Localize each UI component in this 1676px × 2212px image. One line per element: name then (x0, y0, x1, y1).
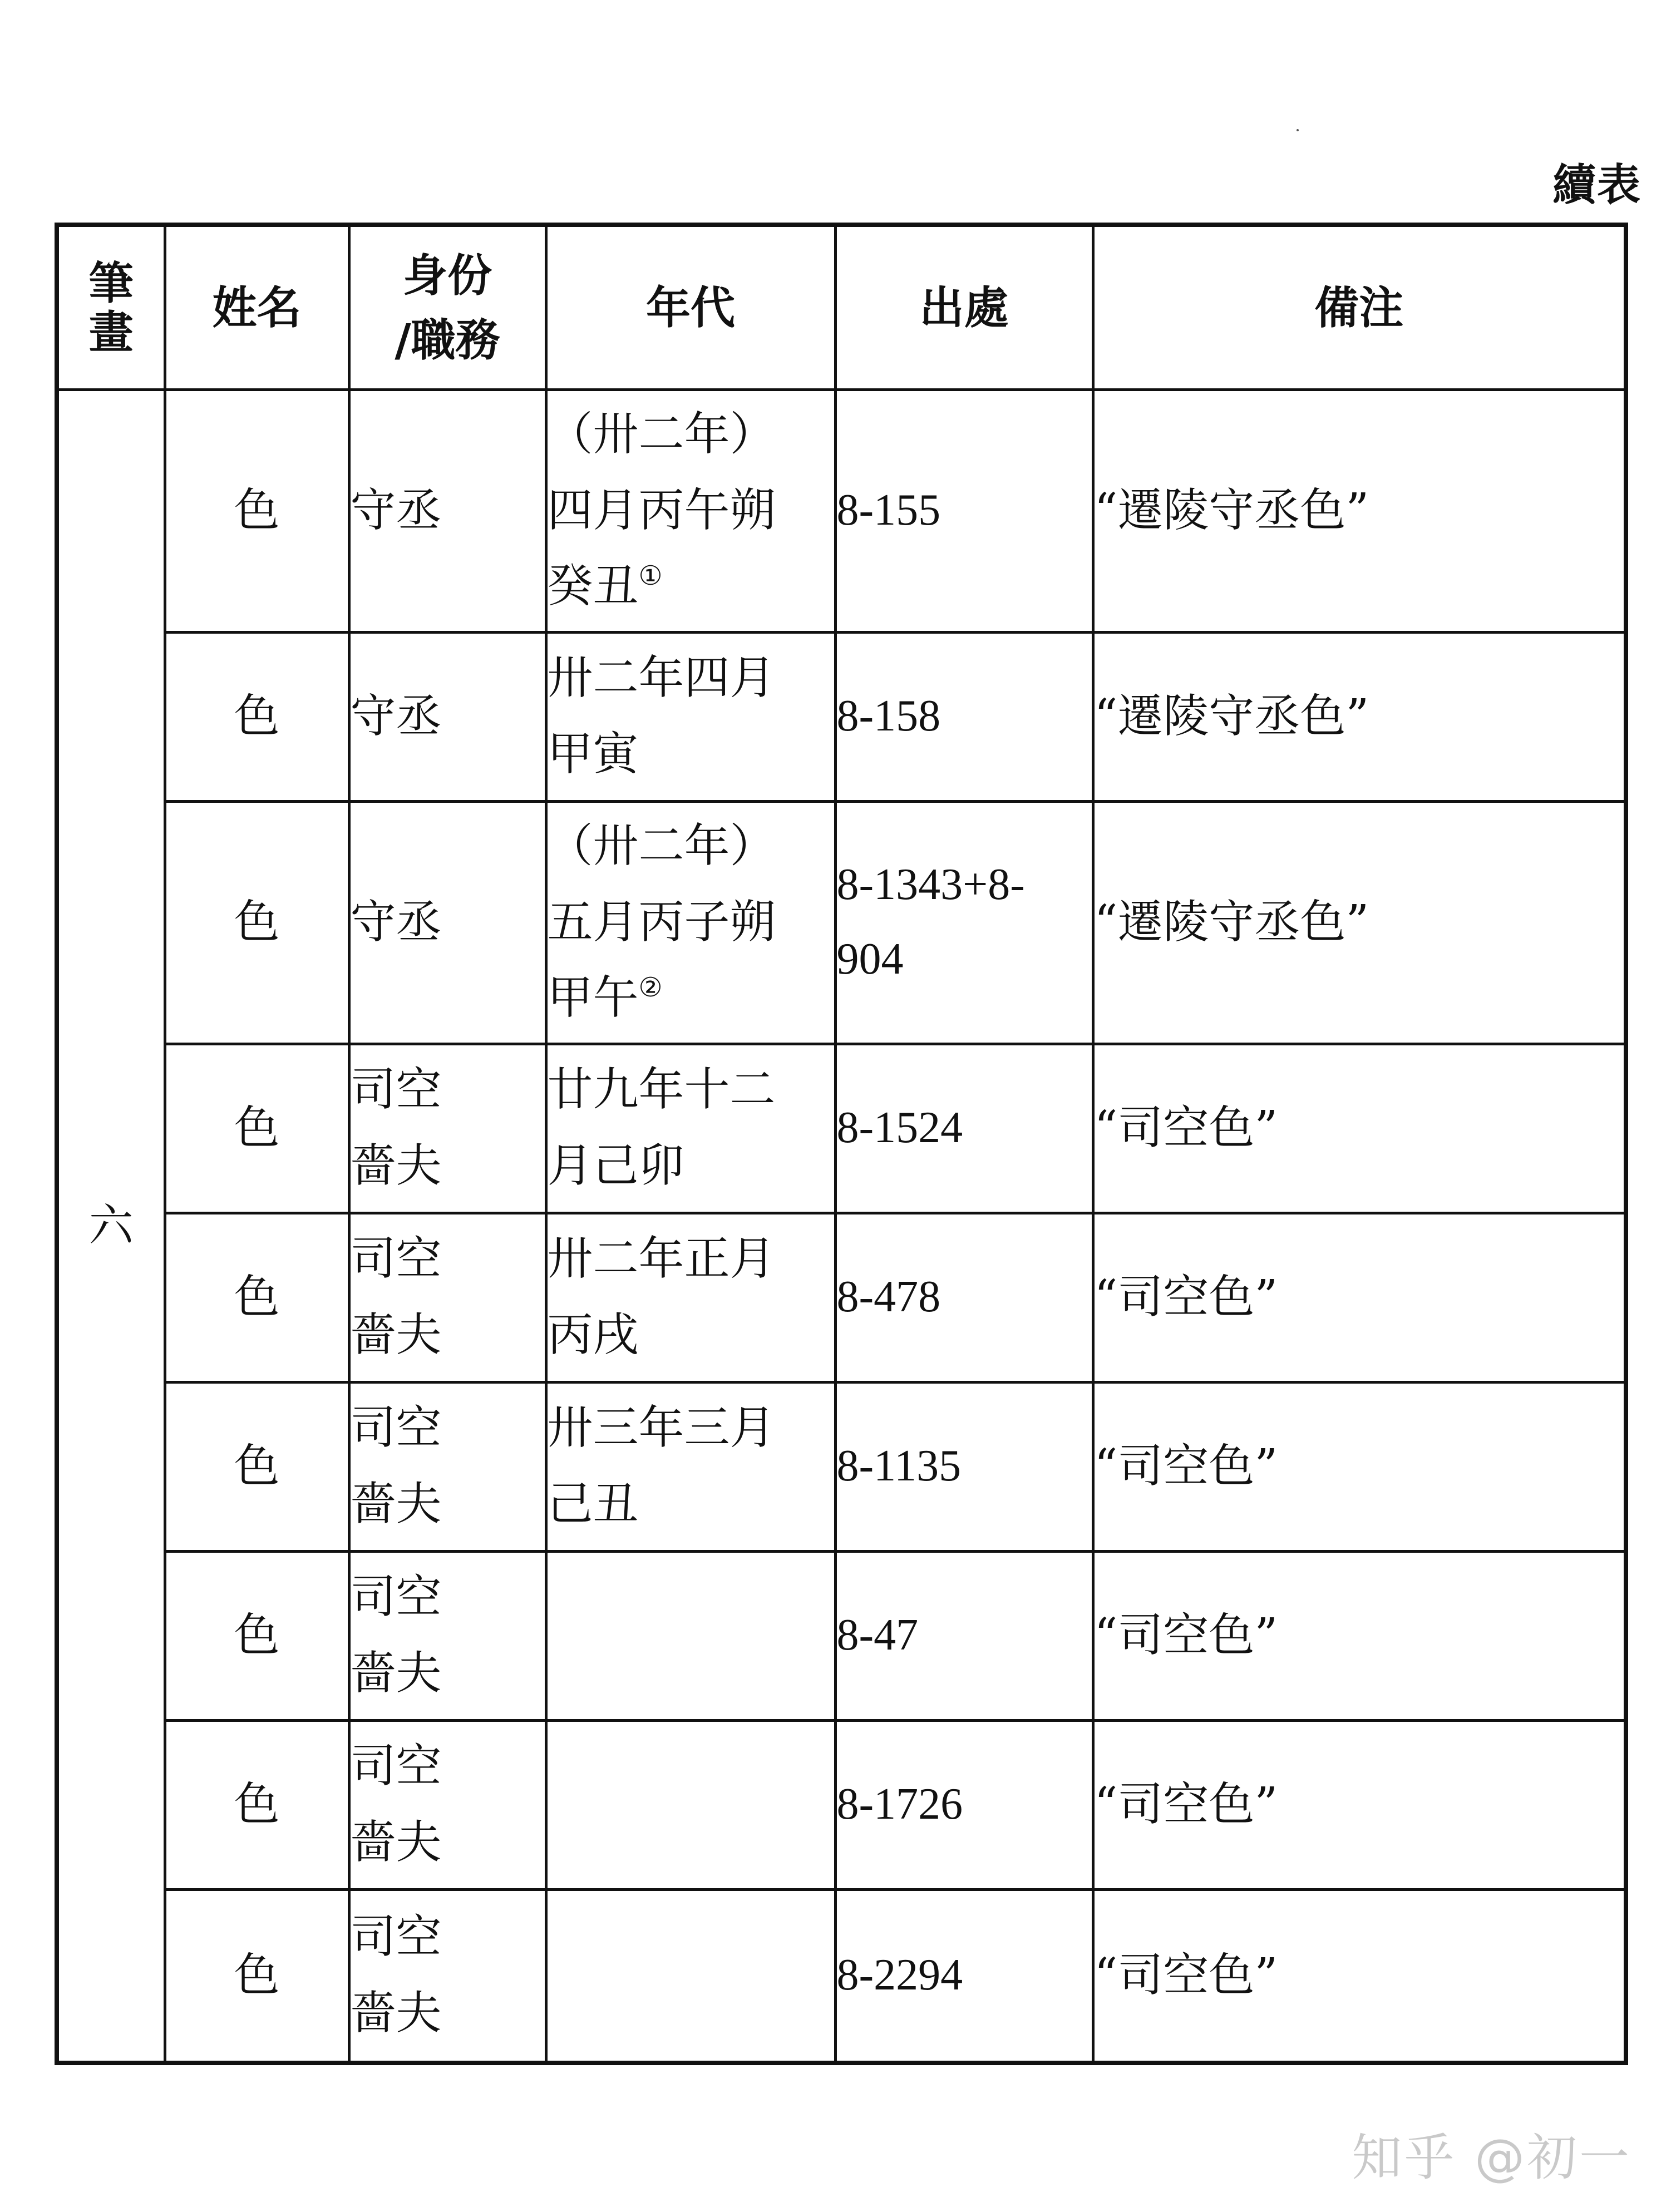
date-cell (546, 1720, 835, 1889)
source-cell (835, 1551, 1093, 1720)
source-line: 8-478 (836, 1272, 941, 1322)
table-row (57, 1213, 1626, 1382)
date-line: 己丑 (547, 1478, 639, 1530)
role-line: 司空 (350, 1063, 442, 1117)
header-name: 姓名 (165, 225, 349, 389)
source-line: 8-1524 (836, 1103, 963, 1153)
header-role-line2: /職務 (395, 313, 500, 366)
source-cell (835, 1044, 1093, 1213)
date-cell (546, 632, 835, 801)
date-line: 卅二年正月 (547, 1232, 776, 1286)
name-cell: 色 (165, 389, 349, 632)
header-stroke-line1: 筆 (88, 256, 134, 309)
role-line: 嗇夫 (350, 1309, 442, 1361)
date-line: 癸丑 (547, 560, 639, 613)
date-cell (546, 389, 835, 632)
date-line: 月己卯 (547, 1139, 684, 1192)
name-cell: 色 (165, 1213, 349, 1382)
role-line: 嗇夫 (350, 1987, 442, 2040)
source-line: 8-47 (836, 1611, 919, 1660)
table-row (57, 1044, 1626, 1213)
remark-cell: “司空色” (1093, 1044, 1626, 1213)
table-row (57, 389, 1626, 632)
name-cell: 色 (165, 1720, 349, 1889)
stroke-count-cell: 六 (57, 389, 165, 2063)
date-line: 丙戌 (547, 1309, 639, 1361)
source-line: 8-155 (836, 486, 941, 535)
name-cell: 色 (165, 632, 349, 801)
source-cell (835, 389, 1093, 632)
footnote-marker: ① (638, 560, 663, 592)
source-line: 8-2294 (836, 1951, 963, 2000)
role-cell (349, 1889, 546, 2063)
role-line: 司空 (350, 1740, 442, 1793)
remark-cell: “司空色” (1093, 1720, 1626, 1889)
source-cell (835, 1720, 1093, 1889)
table-row (57, 1889, 1626, 2063)
table-body (57, 389, 1626, 2063)
date-line: 卅二年四月 (547, 651, 776, 705)
role-cell (349, 1720, 546, 1889)
date-line: （卅二年） (547, 819, 776, 872)
role-line: 司空 (350, 1232, 442, 1286)
date-cell (546, 1213, 835, 1382)
role-line: 嗇夫 (350, 1478, 442, 1530)
date-cell (546, 1382, 835, 1551)
table-row (57, 1720, 1626, 1889)
source-line: 904 (836, 935, 904, 984)
role-line: 守丞 (350, 895, 442, 949)
source-cell (835, 632, 1093, 801)
role-line: 嗇夫 (350, 1816, 442, 1869)
table-row (57, 801, 1626, 1044)
date-cell (546, 1044, 835, 1213)
role-line: 守丞 (350, 689, 442, 743)
role-cell (349, 801, 546, 1044)
header-role (349, 225, 546, 389)
role-line: 守丞 (350, 483, 442, 537)
date-line: 卅三年三月 (547, 1401, 776, 1455)
role-line: 嗇夫 (350, 1139, 442, 1192)
remark-cell: “司空色” (1093, 1213, 1626, 1382)
source-cell (835, 801, 1093, 1044)
source-cell (835, 1213, 1093, 1382)
date-line: 廿九年十二 (547, 1063, 776, 1117)
header-remark: 備注 (1093, 225, 1626, 389)
role-cell (349, 1551, 546, 1720)
name-cell: 色 (165, 1889, 349, 2063)
footnote-marker: ② (638, 972, 663, 1004)
table-row (57, 632, 1626, 801)
role-cell (349, 389, 546, 632)
role-line: 司空 (350, 1401, 442, 1455)
header-date: 年代 (546, 225, 835, 389)
watermark: 知乎 @初一 (1352, 2129, 1631, 2187)
header-stroke (57, 225, 165, 389)
role-cell (349, 1213, 546, 1382)
header-role-line1: 身份 (403, 249, 492, 302)
date-cell (546, 1889, 835, 2063)
source-line: 8-1726 (836, 1780, 963, 1829)
records-table (55, 223, 1628, 2065)
name-cell: 色 (165, 1551, 349, 1720)
header-stroke-line2: 畫 (88, 305, 134, 358)
name-cell: 色 (165, 1382, 349, 1551)
table-row (57, 1382, 1626, 1551)
remark-cell: “司空色” (1093, 1382, 1626, 1551)
role-cell (349, 1382, 546, 1551)
continued-table-heading: 續表 (1552, 160, 1642, 210)
source-line: 8-1135 (836, 1441, 962, 1491)
source-cell (835, 1382, 1093, 1551)
name-cell: 色 (165, 1044, 349, 1213)
date-line: 五月丙子朔 (547, 895, 776, 949)
name-cell: 色 (165, 801, 349, 1044)
date-line: （卅二年） (547, 407, 776, 461)
date-line: 甲寅 (547, 728, 639, 781)
role-line: 嗇夫 (350, 1647, 442, 1700)
header-source: 出處 (835, 225, 1093, 389)
role-cell (349, 632, 546, 801)
remark-cell: “司空色” (1093, 1551, 1626, 1720)
date-cell (546, 1551, 835, 1720)
source-line: 8-158 (836, 692, 941, 741)
remark-cell: “遷陵守丞色” (1093, 801, 1626, 1044)
remark-cell: “遷陵守丞色” (1093, 389, 1626, 632)
date-line: 甲午 (547, 971, 639, 1025)
role-line: 司空 (350, 1910, 442, 1964)
header-row (57, 225, 1626, 389)
date-cell (546, 801, 835, 1044)
role-line: 司空 (350, 1571, 442, 1624)
role-cell (349, 1044, 546, 1213)
date-line: 四月丙午朔 (547, 483, 776, 537)
source-line: 8-1343+8- (836, 860, 1025, 910)
table-row (57, 1551, 1626, 1720)
remark-cell: “遷陵守丞色” (1093, 632, 1626, 801)
source-cell (835, 1889, 1093, 2063)
remark-cell: “司空色” (1093, 1889, 1626, 2063)
scan-speck (1297, 129, 1299, 131)
